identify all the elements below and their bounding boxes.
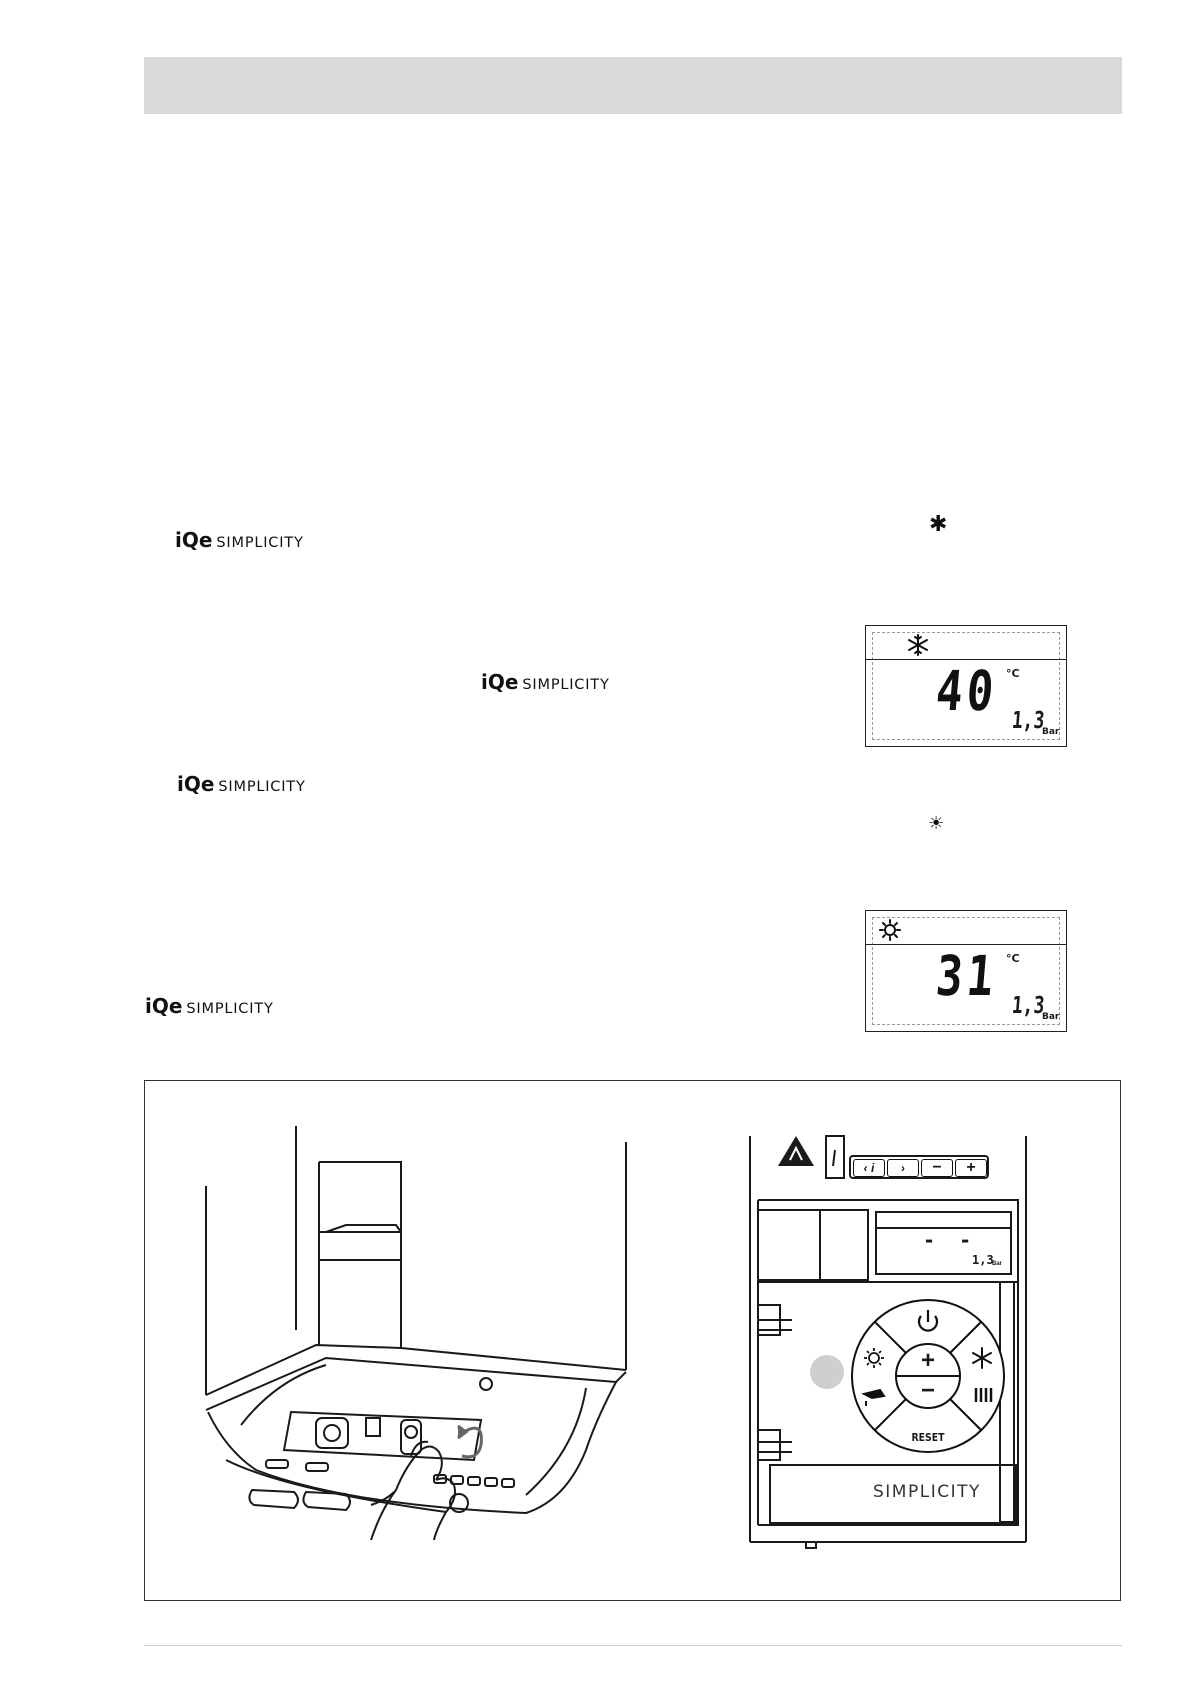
- pad-plus-button[interactable]: +: [920, 1347, 935, 1374]
- pad-minus-button[interactable]: −: [920, 1377, 935, 1404]
- lcd-temp-unit: °C: [1006, 667, 1020, 680]
- brand-iqe: iQe: [177, 772, 215, 796]
- brand-simplicity: SIMPLICITY: [218, 779, 306, 795]
- lcd-display-winter: [865, 625, 1067, 747]
- snowflake-icon: [907, 634, 929, 656]
- brand-iqe: iQe: [481, 670, 519, 694]
- callout-marker: [810, 1355, 844, 1389]
- sun-icon: ☀: [928, 813, 945, 834]
- panel-display-pressure-unit: Bar: [992, 1261, 1003, 1267]
- lcd-temperature: 40: [933, 660, 1000, 724]
- brand-iqe: iQe: [145, 994, 183, 1018]
- lcd-pressure: 1,3: [1010, 992, 1046, 1020]
- panel-display-pressure: 1,3: [972, 1253, 994, 1267]
- boiler-underside-illustration: [196, 1120, 636, 1540]
- brand-simplicity: SIMPLICITY: [186, 1001, 274, 1017]
- info-button[interactable]: ‹ i: [853, 1159, 885, 1177]
- brand-logo: [175, 528, 304, 552]
- reset-button[interactable]: RESET: [911, 1431, 945, 1444]
- snowflake-icon: ✱: [929, 512, 948, 537]
- lcd-temperature: 31: [933, 945, 1000, 1009]
- lcd-pressure-unit: Bar: [1042, 727, 1060, 737]
- brand-iqe: iQe: [175, 528, 213, 552]
- brand-logo: [481, 670, 610, 694]
- esd-warning-icon: [778, 1136, 814, 1166]
- brand-simplicity: SIMPLICITY: [216, 535, 304, 551]
- lcd-temp-unit: °C: [1006, 952, 1020, 965]
- brand-logo: [145, 994, 274, 1018]
- control-panel-illustration: [748, 1130, 1028, 1550]
- panel-display-dashes: - -: [923, 1228, 978, 1252]
- plus-button[interactable]: +: [955, 1159, 987, 1177]
- service-button[interactable]: ›: [887, 1159, 919, 1177]
- header-band: [144, 57, 1122, 114]
- brand-simplicity: SIMPLICITY: [522, 677, 610, 693]
- brand-logo: [177, 772, 306, 796]
- minus-button[interactable]: −: [921, 1159, 953, 1177]
- lcd-pressure: 1,3: [1010, 707, 1046, 735]
- lcd-display-summer: [865, 910, 1067, 1032]
- panel-brand-label: SIMPLICITY: [873, 1482, 981, 1502]
- lcd-pressure-unit: Bar: [1042, 1012, 1060, 1022]
- sun-icon: [879, 919, 901, 941]
- footer-rule: [144, 1645, 1122, 1646]
